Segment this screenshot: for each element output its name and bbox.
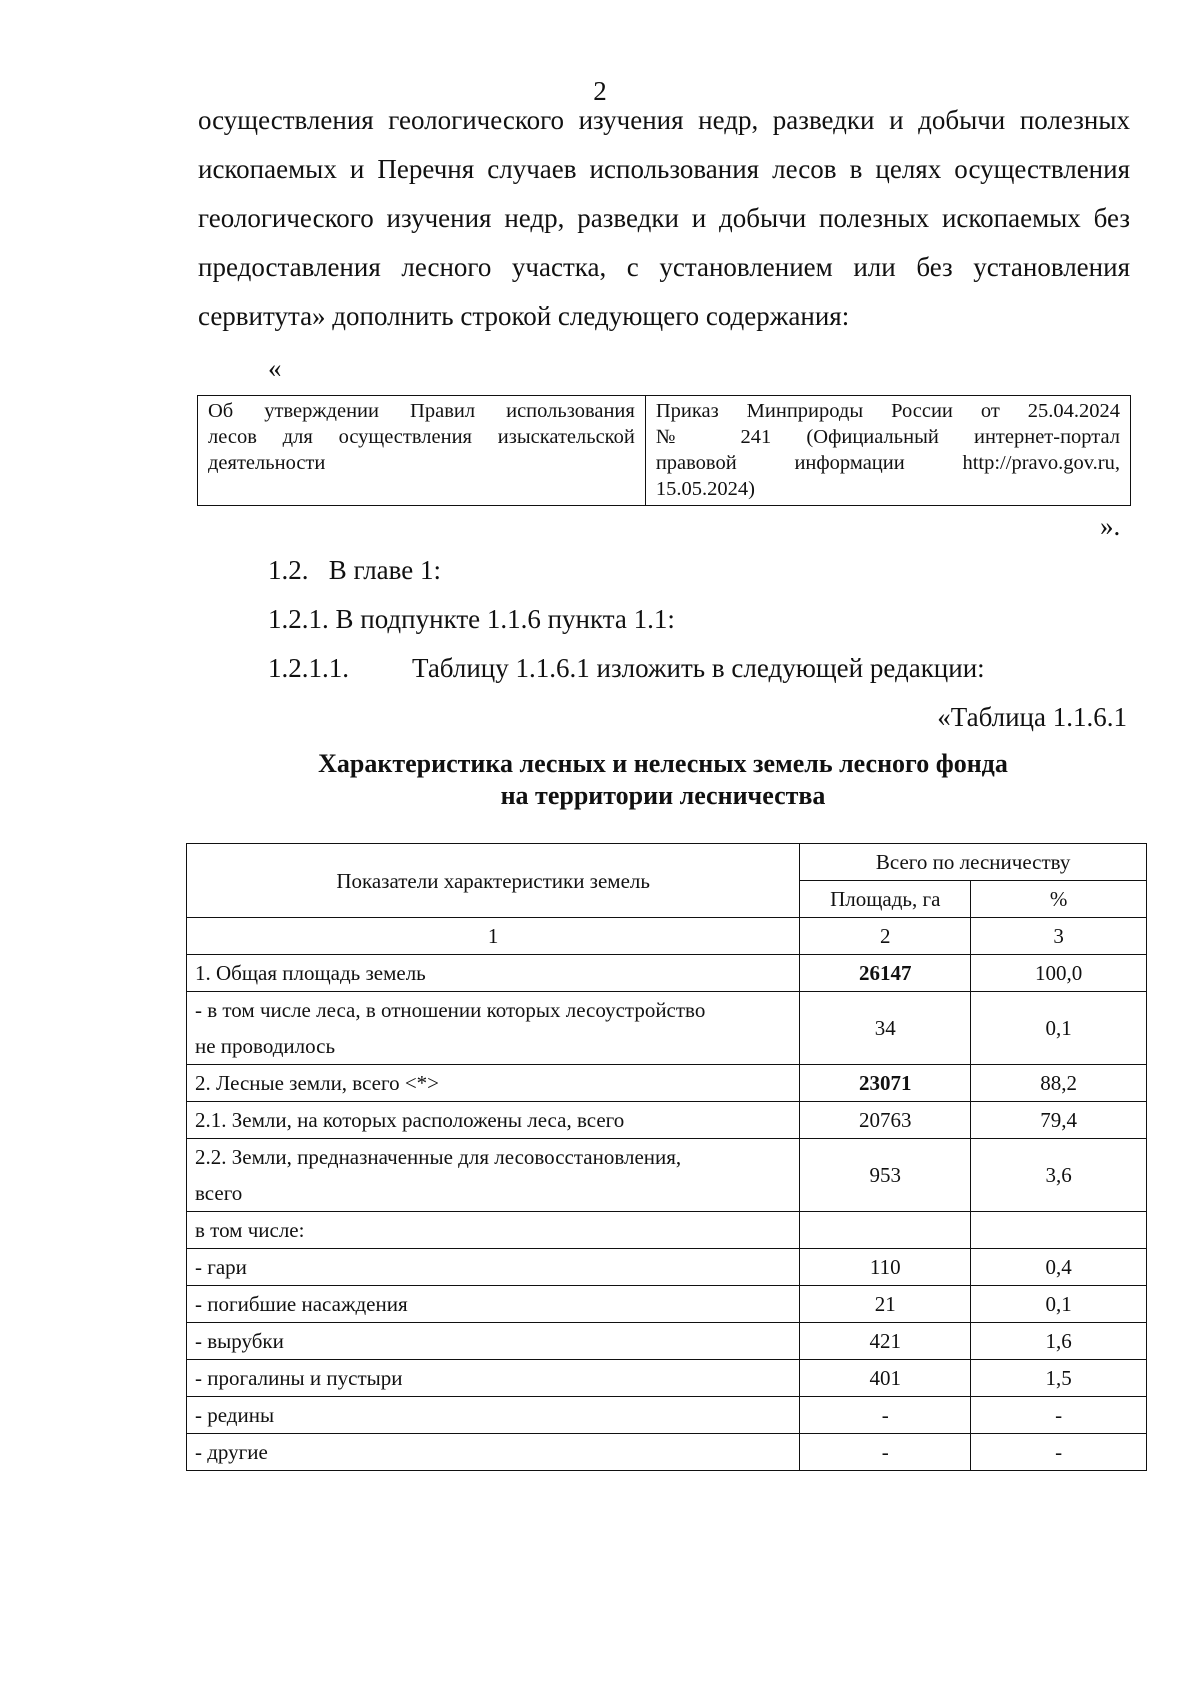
table-heading-line: на территории лесничества (500, 781, 826, 810)
row-label (187, 1139, 800, 1212)
row-label: - погибшие насаждения (187, 1286, 800, 1323)
row-area: 20763 (800, 1102, 971, 1139)
header-indicators: Показатели характеристики земель (187, 844, 800, 918)
row-label: в том числе: (187, 1212, 800, 1249)
row-area: - (800, 1434, 971, 1471)
intro-line: осуществления геологического изучения недр, разведки и добычи полезных (198, 105, 1130, 135)
row-area: 421 (800, 1323, 971, 1360)
row-percent: - (971, 1397, 1147, 1434)
row-label: - вырубки (187, 1323, 800, 1360)
item-1-2-1: 1.2.1. В подпункте 1.1.6 пункта 1.1: (268, 604, 675, 634)
intro-line: сервитута» дополнить строкой следующего содержания: (198, 301, 850, 331)
intro-paragraph (198, 96, 1130, 341)
table-row (187, 1065, 1147, 1102)
row-percent (971, 1212, 1147, 1249)
row-label: 1. Общая площадь земель (187, 955, 800, 992)
row-label: - другие (187, 1434, 800, 1471)
row-label-line: - в том числе леса, в отношении которых лесоустройство (195, 998, 706, 1022)
reference-title-line: деятельности (208, 452, 326, 474)
table-row (187, 1139, 1147, 1212)
row-percent: 0,1 (971, 992, 1147, 1065)
reference-title-line: Об утверждении Правил использования (208, 400, 635, 422)
table-row (187, 1397, 1147, 1434)
row-percent: 1,5 (971, 1360, 1147, 1397)
table-label: «Таблица 1.1.6.1 (937, 702, 1127, 732)
row-area: 23071 (800, 1065, 971, 1102)
reference-source-cell (645, 396, 1130, 506)
row-label: - прогалины и пустыри (187, 1360, 800, 1397)
land-characteristics-table (186, 843, 1147, 1471)
header-percent: % (971, 881, 1147, 918)
row-label: - редины (187, 1397, 800, 1434)
reference-title-line: лесов для осуществления изыскательской (208, 426, 635, 448)
row-label-line: 2.2. Земли, предназначенные для лесовосстановления, (195, 1145, 682, 1169)
row-label-line: всего (195, 1181, 243, 1205)
reference-source-line: правовой информации http://pravo.gov.ru, (655, 452, 1120, 474)
reference-source-line: Приказ Минприроды России от 25.04.2024 (655, 400, 1120, 422)
item-1-2-1-1-text: Таблицу 1.1.6.1 изложить в следующей редакции: (412, 653, 985, 683)
reference-table (197, 395, 1131, 506)
table-row (187, 1434, 1147, 1471)
row-area: 26147 (800, 955, 971, 992)
row-label-line: не проводилось (195, 1034, 336, 1058)
row-percent: 79,4 (971, 1102, 1147, 1139)
row-area: 953 (800, 1139, 971, 1212)
header-row (187, 844, 1147, 881)
row-area: 34 (800, 992, 971, 1065)
row-area: 401 (800, 1360, 971, 1397)
column-numbers-row (187, 918, 1147, 955)
intro-line: ископаемых и Перечня случаев использования лесов в целях осуществления (198, 154, 1130, 184)
item-1-2: 1.2. В главе 1: (268, 555, 441, 585)
row-area: - (800, 1397, 971, 1434)
item-1-2-1-1-number: 1.2.1.1. (268, 653, 349, 683)
row-area (800, 1212, 971, 1249)
row-area: 21 (800, 1286, 971, 1323)
row-percent: 0,1 (971, 1286, 1147, 1323)
column-number: 1 (187, 918, 800, 955)
row-label (187, 992, 800, 1065)
table-row (187, 955, 1147, 992)
row-percent: - (971, 1434, 1147, 1471)
reference-source-line: 15.05.2024) (655, 478, 755, 500)
table-row (187, 1249, 1147, 1286)
table-row (187, 1286, 1147, 1323)
reference-row (198, 396, 1131, 506)
row-percent: 100,0 (971, 955, 1147, 992)
row-label: 2.1. Земли, на которых расположены леса, всего (187, 1102, 800, 1139)
row-percent: 1,6 (971, 1323, 1147, 1360)
row-label: 2. Лесные земли, всего <*> (187, 1065, 800, 1102)
row-percent: 0,4 (971, 1249, 1147, 1286)
table-row (187, 1102, 1147, 1139)
column-number: 2 (800, 918, 971, 955)
row-area: 110 (800, 1249, 971, 1286)
reference-title-cell (198, 396, 646, 506)
table-heading-line: Характеристика лесных и нелесных земель лесного фонда (318, 749, 1008, 778)
quote-open: « (268, 353, 282, 383)
header-total: Всего по лесничеству (800, 844, 1147, 881)
intro-line: предоставления лесного участка, с установлением или без установления (198, 252, 1130, 282)
reference-source-line: № 241 (Официальный интернет-портал (655, 426, 1120, 448)
table-row (187, 1323, 1147, 1360)
table-row (187, 1360, 1147, 1397)
quote-close: ». (1100, 511, 1121, 541)
column-number: 3 (971, 918, 1147, 955)
intro-line: геологического изучения недр, разведки и добычи полезных ископаемых без (198, 203, 1130, 233)
page-number: 2 (593, 76, 607, 106)
row-percent: 3,6 (971, 1139, 1147, 1212)
header-area: Площадь, га (800, 881, 971, 918)
row-label: - гари (187, 1249, 800, 1286)
table-row (187, 992, 1147, 1065)
table-row (187, 1212, 1147, 1249)
row-percent: 88,2 (971, 1065, 1147, 1102)
